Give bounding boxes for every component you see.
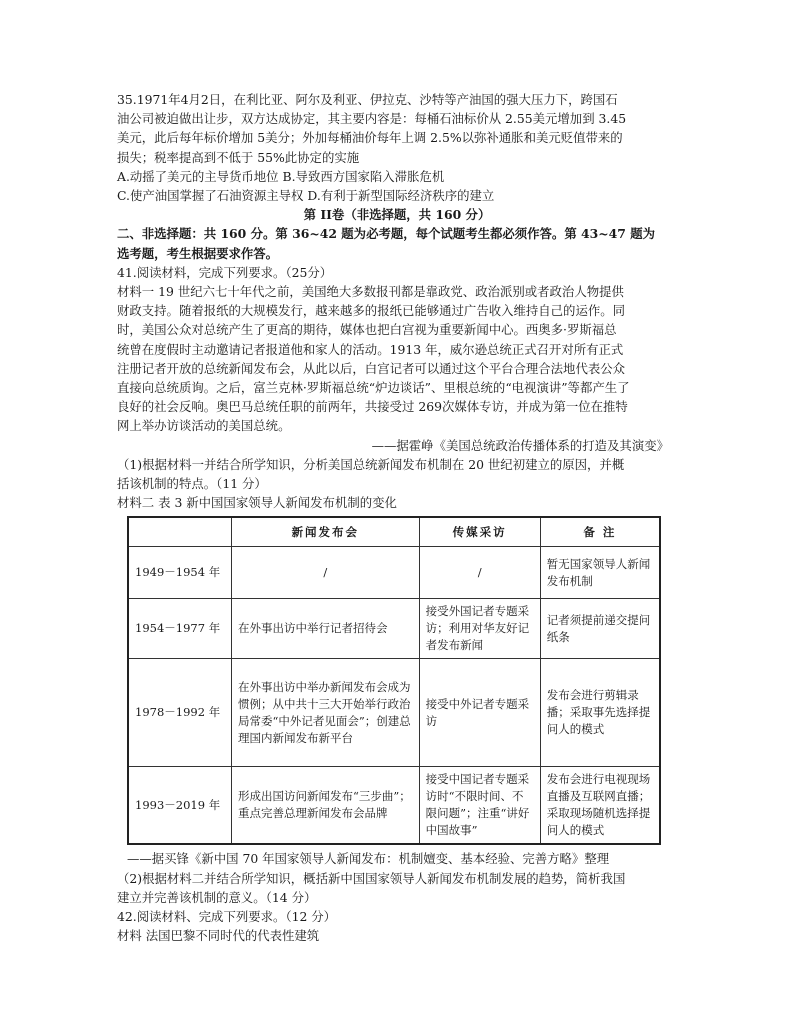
q35-options-ab: A.动摇了美元的主导货币地位 B.导致西方国家陷入滞胀危机 <box>117 168 445 184</box>
q35-stem-line: 损失；税率提高到不低于 55%此协定的实施 <box>117 149 360 165</box>
table-header-period <box>128 517 232 547</box>
table-cell-media: 接受中国记者专题采访时“不限时间、不限问题”；注重“讲好中国故事” <box>419 767 540 845</box>
material-line: 良好的社会反响。奥巴马总统任职的前两年，共接受过 269次媒体专访，并成为第一位在推特 <box>117 399 628 415</box>
material-line: 统曾在度假时主动邀请记者报道他和家人的活动。1913 年，威尔逊总统正式召开对所有正式 <box>117 341 624 357</box>
table-cell-conference: / <box>232 547 420 599</box>
q41-sub-question-1: 括该机制的特点。（11 分） <box>117 476 267 492</box>
material-line: 财政支持。随着报纸的大规模发行，越来越多的报纸已能够通过广告收入维持自己的运作。同 <box>117 303 626 319</box>
table-row <box>128 659 660 767</box>
q41-material-1 <box>117 282 677 436</box>
section-title: 第 II卷（非选择题，共 160 分） <box>303 207 491 223</box>
table-cell-media: 接受外国记者专题采访；利用对华友好记者发布新闻 <box>419 599 540 659</box>
table-cell-note: 发布会进行电视现场直播及互联网直播；采取现场随机选择提问人的模式 <box>540 767 660 845</box>
q35-stem-line: 油公司被迫做出让步，双方达成协定，其主要内容是：每桶石油标价从 2.55美元增加到 3.45 <box>117 111 627 127</box>
table-cell-period: 1949－1954 年 <box>128 547 232 599</box>
q41-sub-question-1: （1)根据材料一并结合所学知识，分析美国总统新闻发布机制在 20 世纪初建立的原因，并概 <box>117 456 625 472</box>
material-line: 时，美国公众对总统产生了更高的期待，媒体也把白宫视为重要新闻中心。西奥多·罗斯福总 <box>117 322 617 338</box>
q35-options-cd: C.使产油国掌握了石油资源主导权 D.有利于新型国际经济秩序的建立 <box>117 188 495 204</box>
table-header-note: 备 注 <box>540 517 660 547</box>
q42-heading: 42.阅读材料、完成下列要求。（12 分） <box>117 909 337 925</box>
source-citation: ——据霍峥《美国总统政治传播体系的打造及其演变》 <box>371 437 669 453</box>
q41-sub-question-2: 建立并完善该机制的意义。（14 分） <box>117 889 317 905</box>
table-cell-note: 暂无国家领导人新闻发布机制 <box>540 547 660 599</box>
table-cell-media: 接受中外记者专题采访 <box>419 659 540 767</box>
q42-material: 材料 法国巴黎不同时代的代表性建筑 <box>117 928 320 944</box>
table-cell-conference: 形成出国访问新闻发布“三步曲”；重点完善总理新闻发布会品牌 <box>232 767 420 845</box>
q35-stem-line: 美元，此后每年标价增加 5美分；外加每桶油价每年上调 2.5%以弥补通胀和美元贬值带来的 <box>117 130 623 146</box>
q41-heading: 41.阅读材料，完成下列要求。（25分） <box>117 264 333 280</box>
material-line: 材料一 19 世纪六七十年代之前，美国绝大多数报刊都是靠政党、政治派别或者政治人物提供 <box>117 284 624 300</box>
q41-sub-question-2: （2)根据材料二并结合所学知识，概括新中国国家领导人新闻发布机制发展的趋势，简析我国 <box>117 870 626 886</box>
table-row <box>128 767 660 845</box>
table-cell-note: 记者须提前递交提问纸条 <box>540 599 660 659</box>
table-cell-media: / <box>419 547 540 599</box>
table-cell-conference: 在外事出访中举行记者招待会 <box>232 599 420 659</box>
question-35 <box>117 90 677 205</box>
q35-stem-line: 35.1971年4月2日，在利比亚、阿尔及利亚、伊拉克、沙特等产油国的强大压力下，跨国石 <box>117 92 618 107</box>
material-line: 注册记者开放的总统新闻发布会，从此以后，白宫记者可以通过这个平台合理合法地代表公众 <box>117 360 626 376</box>
table-row <box>128 599 660 659</box>
section-intro-line: 选考题，考生根据要求作答。 <box>117 245 279 261</box>
exam-page <box>117 90 677 945</box>
table-cell-period: 1978－1992 年 <box>128 659 232 767</box>
leader-press-table <box>127 516 661 845</box>
material-2-caption: 材料二 表 3 新中国国家领导人新闻发布机制的变化 <box>117 495 397 511</box>
table-cell-period: 1993－2019 年 <box>128 767 232 845</box>
table-header-conference: 新闻发布会 <box>232 517 420 547</box>
table-cell-conference: 在外事出访中举办新闻发布会成为惯例；从中共十三大开始举行政治局常委“中外记者见面会”；创建总理国内新闻发布新平台 <box>232 659 420 767</box>
material-line: 网上举办访谈活动的美国总统。 <box>117 418 291 434</box>
table-header-media: 传媒采访 <box>419 517 540 547</box>
table-row <box>128 547 660 599</box>
material-line: 直接向总统质询。之后，富兰克林·罗斯福总统“炉边谈话”、里根总统的“电视演讲”等都产生了 <box>117 380 630 396</box>
table-cell-period: 1954－1977 年 <box>128 599 232 659</box>
source-citation: ——据买锋《新中国 70 年国家领导人新闻发布：机制嬗变、基本经验、完善方略》整理 <box>127 851 610 867</box>
section-intro-line: 二、非选择题：共 160 分。第 36~42 题为必考题，每个试题考生都必须作答。第 43~47 题为 <box>117 226 655 242</box>
table-cell-note: 发布会进行剪辑录播；采取事先选择提问人的模式 <box>540 659 660 767</box>
table-header-row <box>128 517 660 547</box>
